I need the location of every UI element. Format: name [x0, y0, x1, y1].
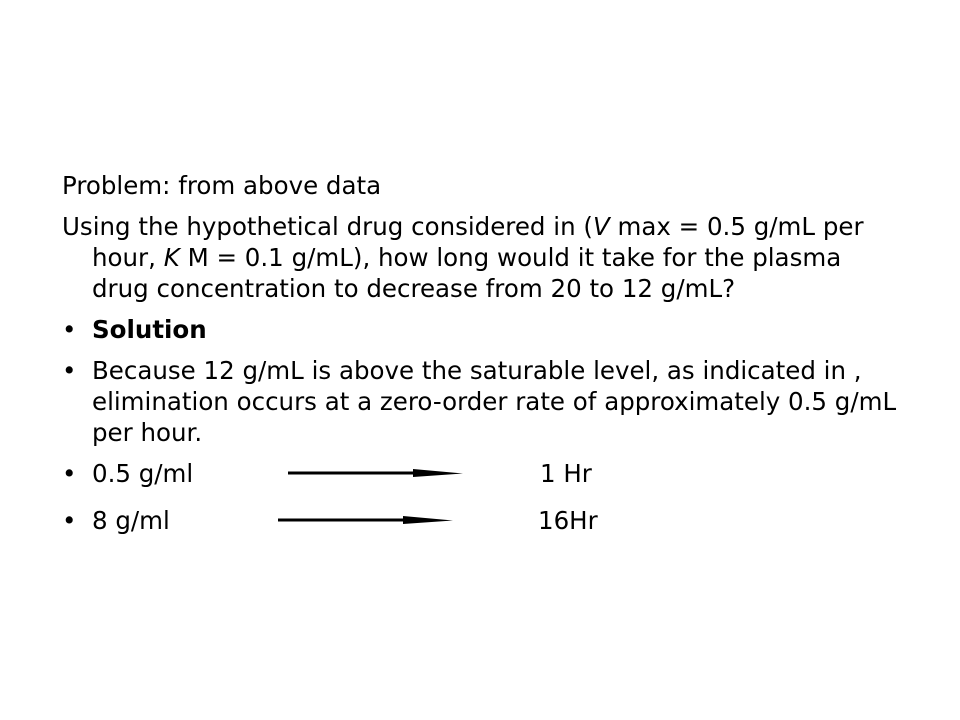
- problem-question: [62, 211, 902, 304]
- problem-heading: [62, 170, 902, 201]
- bullet-solution: [62, 314, 902, 345]
- problem-heading-text: Problem: from above data: [62, 171, 382, 200]
- question-part1: Using the hypothetical drug considered in (: [62, 212, 593, 241]
- bullet-rate-row-1: [62, 458, 902, 489]
- question-part2: max = 0.5 g/mL per hour,: [92, 212, 864, 272]
- bullet-icon: •: [62, 315, 77, 344]
- question-v-symbol: V: [592, 212, 610, 241]
- bullet-icon: •: [62, 459, 77, 488]
- row1-amount: 0.5 g/ml: [92, 459, 194, 488]
- bullet-because: [62, 355, 902, 448]
- question-text: [62, 211, 902, 304]
- row1-time: 1 Hr: [540, 459, 592, 488]
- solution-label: Solution: [92, 315, 207, 344]
- bullet-icon: •: [62, 506, 77, 535]
- question-k-symbol: K: [163, 243, 180, 272]
- row2-amount: 8 g/ml: [92, 506, 170, 535]
- bullet-icon: •: [62, 356, 77, 385]
- slide-body: [62, 170, 902, 552]
- right-arrow-icon: [288, 466, 468, 480]
- bullet-rate-row-2: [62, 505, 902, 536]
- right-arrow-icon: [278, 513, 458, 527]
- because-text: Because 12 g/mL is above the saturable level, as indicated in , elimination occurs at a zero-order rate of approximately 0.5 g/mL per hour.: [92, 356, 897, 447]
- row2-time: 16Hr: [538, 506, 598, 535]
- question-part3: M = 0.1 g/mL), how long would it take for the plasma drug concentration to decrease from 20 to 12 g/mL?: [92, 243, 842, 303]
